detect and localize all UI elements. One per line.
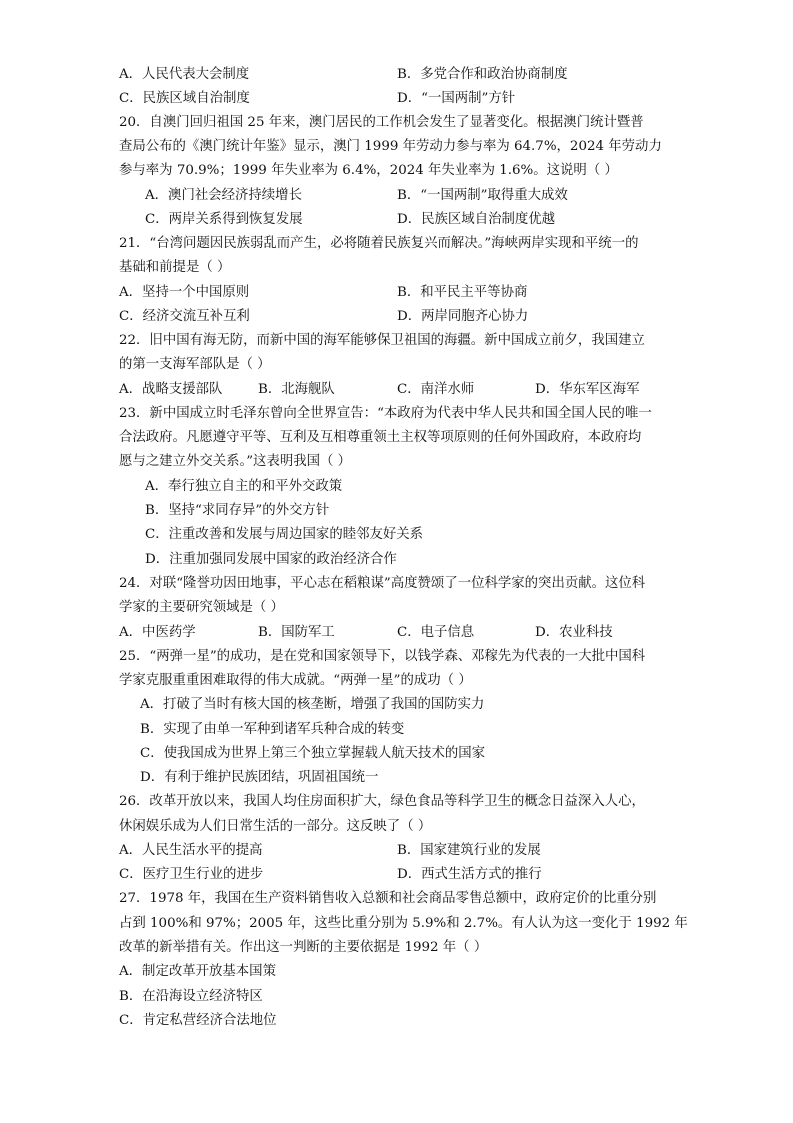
q22-stem-line-1: 22．旧中国有海无防，而新中国的海军能够保卫祖国的海疆。新中国成立前夕，我国建立 <box>119 333 645 348</box>
q26-option-c: C．医疗卫生行业的进步 <box>119 867 264 882</box>
q19-option-c: C．民族区域自治制度 <box>119 91 250 106</box>
q22-option-c: C．南洋水师 <box>397 382 475 397</box>
q27-stem-line-1: 27．1978 年，我国在生产资料销售收入总额和社会商品零售总额中，政府定价的比重分别 <box>119 891 657 906</box>
q20-option-d: D．民族区域自治制度优越 <box>397 212 556 227</box>
q27-option-a: A．制定改革开放基本国策 <box>119 964 276 979</box>
q25-option-a: A．打破了当时有核大国的核垄断，增强了我国的国防实力 <box>140 697 485 712</box>
q26-option-a: A．人民生活水平的提高 <box>119 843 263 858</box>
q27-option-b: B．在沿海设立经济特区 <box>119 989 263 1004</box>
q21-option-c: C．经济交流互补互利 <box>119 309 250 324</box>
q21-stem-line-2: 基础和前提是（ ） <box>119 260 231 275</box>
q24-option-d: D．农业科技 <box>535 625 613 640</box>
q25-stem-line-2: 学家克服重重困难取得的伟大成就。“两弹一星”的成功（ ） <box>119 673 472 688</box>
q24-option-b: B．国防军工 <box>258 625 335 640</box>
q25-stem-line-1: 25．“两弹一星”的成功，是在党和国家领导下，以钱学森、邓稼先为代表的一大批中国科 <box>119 649 646 664</box>
q22-option-a: A．战略支援部队 <box>119 382 223 397</box>
q24-stem-line-1: 24．对联“隆誉功因田地事，平心志在稻粮谋”高度赞颂了一位科学家的突出贡献。这位科 <box>119 576 646 591</box>
q23-stem-line-1: 23．新中国成立时毛泽东曾向全世界宣告：“本政府为代表中华人民共和国全国人民的唯一 <box>119 406 652 421</box>
q22-stem-line-2: 的第一支海军部队是（ ） <box>119 357 271 372</box>
q20-option-a: A．澳门社会经济持续增长 <box>145 188 302 203</box>
q25-option-d: D．有利于维护民族团结，巩固祖国统一 <box>140 770 379 785</box>
q23-option-d: D．注重加强同发展中国家的政治经济合作 <box>145 552 397 567</box>
q26-stem-line-2: 休闲娱乐成为人们日常生活的一部分。这反映了（ ） <box>119 819 432 834</box>
q22-option-b: B．北海舰队 <box>258 382 335 397</box>
q19-option-d: D．“一国两制”方针 <box>397 91 516 106</box>
q23-option-c: C．注重改善和发展与周边国家的睦邻友好关系 <box>145 527 424 542</box>
q24-stem-line-2: 学家的主要研究领域是（ ） <box>119 600 284 615</box>
q23-stem-line-2: 合法政府。凡愿遵守平等、互利及互相尊重领土主权等项原则的任何外国政府，本政府均 <box>119 430 642 445</box>
q21-stem-line-1: 21．“台湾问题因民族弱乱而产生，必将随着民族复兴而解决。”海峡两岸实现和平统一的 <box>119 236 639 251</box>
q19-option-b: B．多党合作和政治协商制度 <box>397 67 568 82</box>
q26-stem-line-1: 26．改革开放以来，我国人均住房面积扩大，绿色食品等科学卫生的概念日益深入人心， <box>119 794 645 809</box>
q25-option-b: B．实现了由单一军种到诸军兵种合成的转变 <box>140 722 405 737</box>
q20-stem-line-2: 查局公布的《澳门统计年鉴》显示，澳门 1999 年劳动力参与率为 64.7%，2024 年劳动力 <box>119 139 662 154</box>
q26-option-b: B．国家建筑行业的发展 <box>397 843 541 858</box>
q27-stem-line-2: 占到 100%和 97%；2005 年，这些比重分别为 5.9%和 2.7%。有人认为这一变化于 1992 年 <box>119 916 688 931</box>
q23-stem-line-3: 愿与之建立外交关系。”这表明我国（ ） <box>119 454 352 469</box>
q25-option-c: C．使我国成为世界上第三个独立掌握载人航天技术的国家 <box>140 746 486 761</box>
q21-option-b: B．和平民主平等协商 <box>397 285 528 300</box>
q20-stem-line-1: 20．自澳门回归祖国 25 年来，澳门居民的工作机会发生了显著变化。根据澳门统计暨普 <box>119 115 644 130</box>
q20-option-b: B．“一国两制”取得重大成效 <box>397 188 568 203</box>
q20-stem-line-3: 参与率为 70.9%；1999 年失业率为 6.4%，2024 年失业率为 1.6%。这说明（ ） <box>119 163 618 178</box>
q23-option-b: B．坚持“求同存异”的外交方针 <box>145 503 330 518</box>
q27-stem-line-3: 改革的新举措有关。作出这一判断的主要依据是 1992 年（ ） <box>119 940 488 955</box>
q24-option-c: C．电子信息 <box>397 625 475 640</box>
q24-option-a: A．中医药学 <box>119 625 196 640</box>
q19-option-a: A．人民代表大会制度 <box>119 67 250 82</box>
q26-option-d: D．西式生活方式的推行 <box>397 867 542 882</box>
q27-option-c: C．肯定私营经济合法地位 <box>119 1013 277 1028</box>
q22-option-d: D．华东军区海军 <box>535 382 640 397</box>
q20-option-c: C．两岸关系得到恢复发展 <box>145 212 303 227</box>
q21-option-a: A．坚持一个中国原则 <box>119 285 250 300</box>
q23-option-a: A．奉行独立自主的和平外交政策 <box>145 479 343 494</box>
q21-option-d: D．两岸同胞齐心协力 <box>397 309 529 324</box>
